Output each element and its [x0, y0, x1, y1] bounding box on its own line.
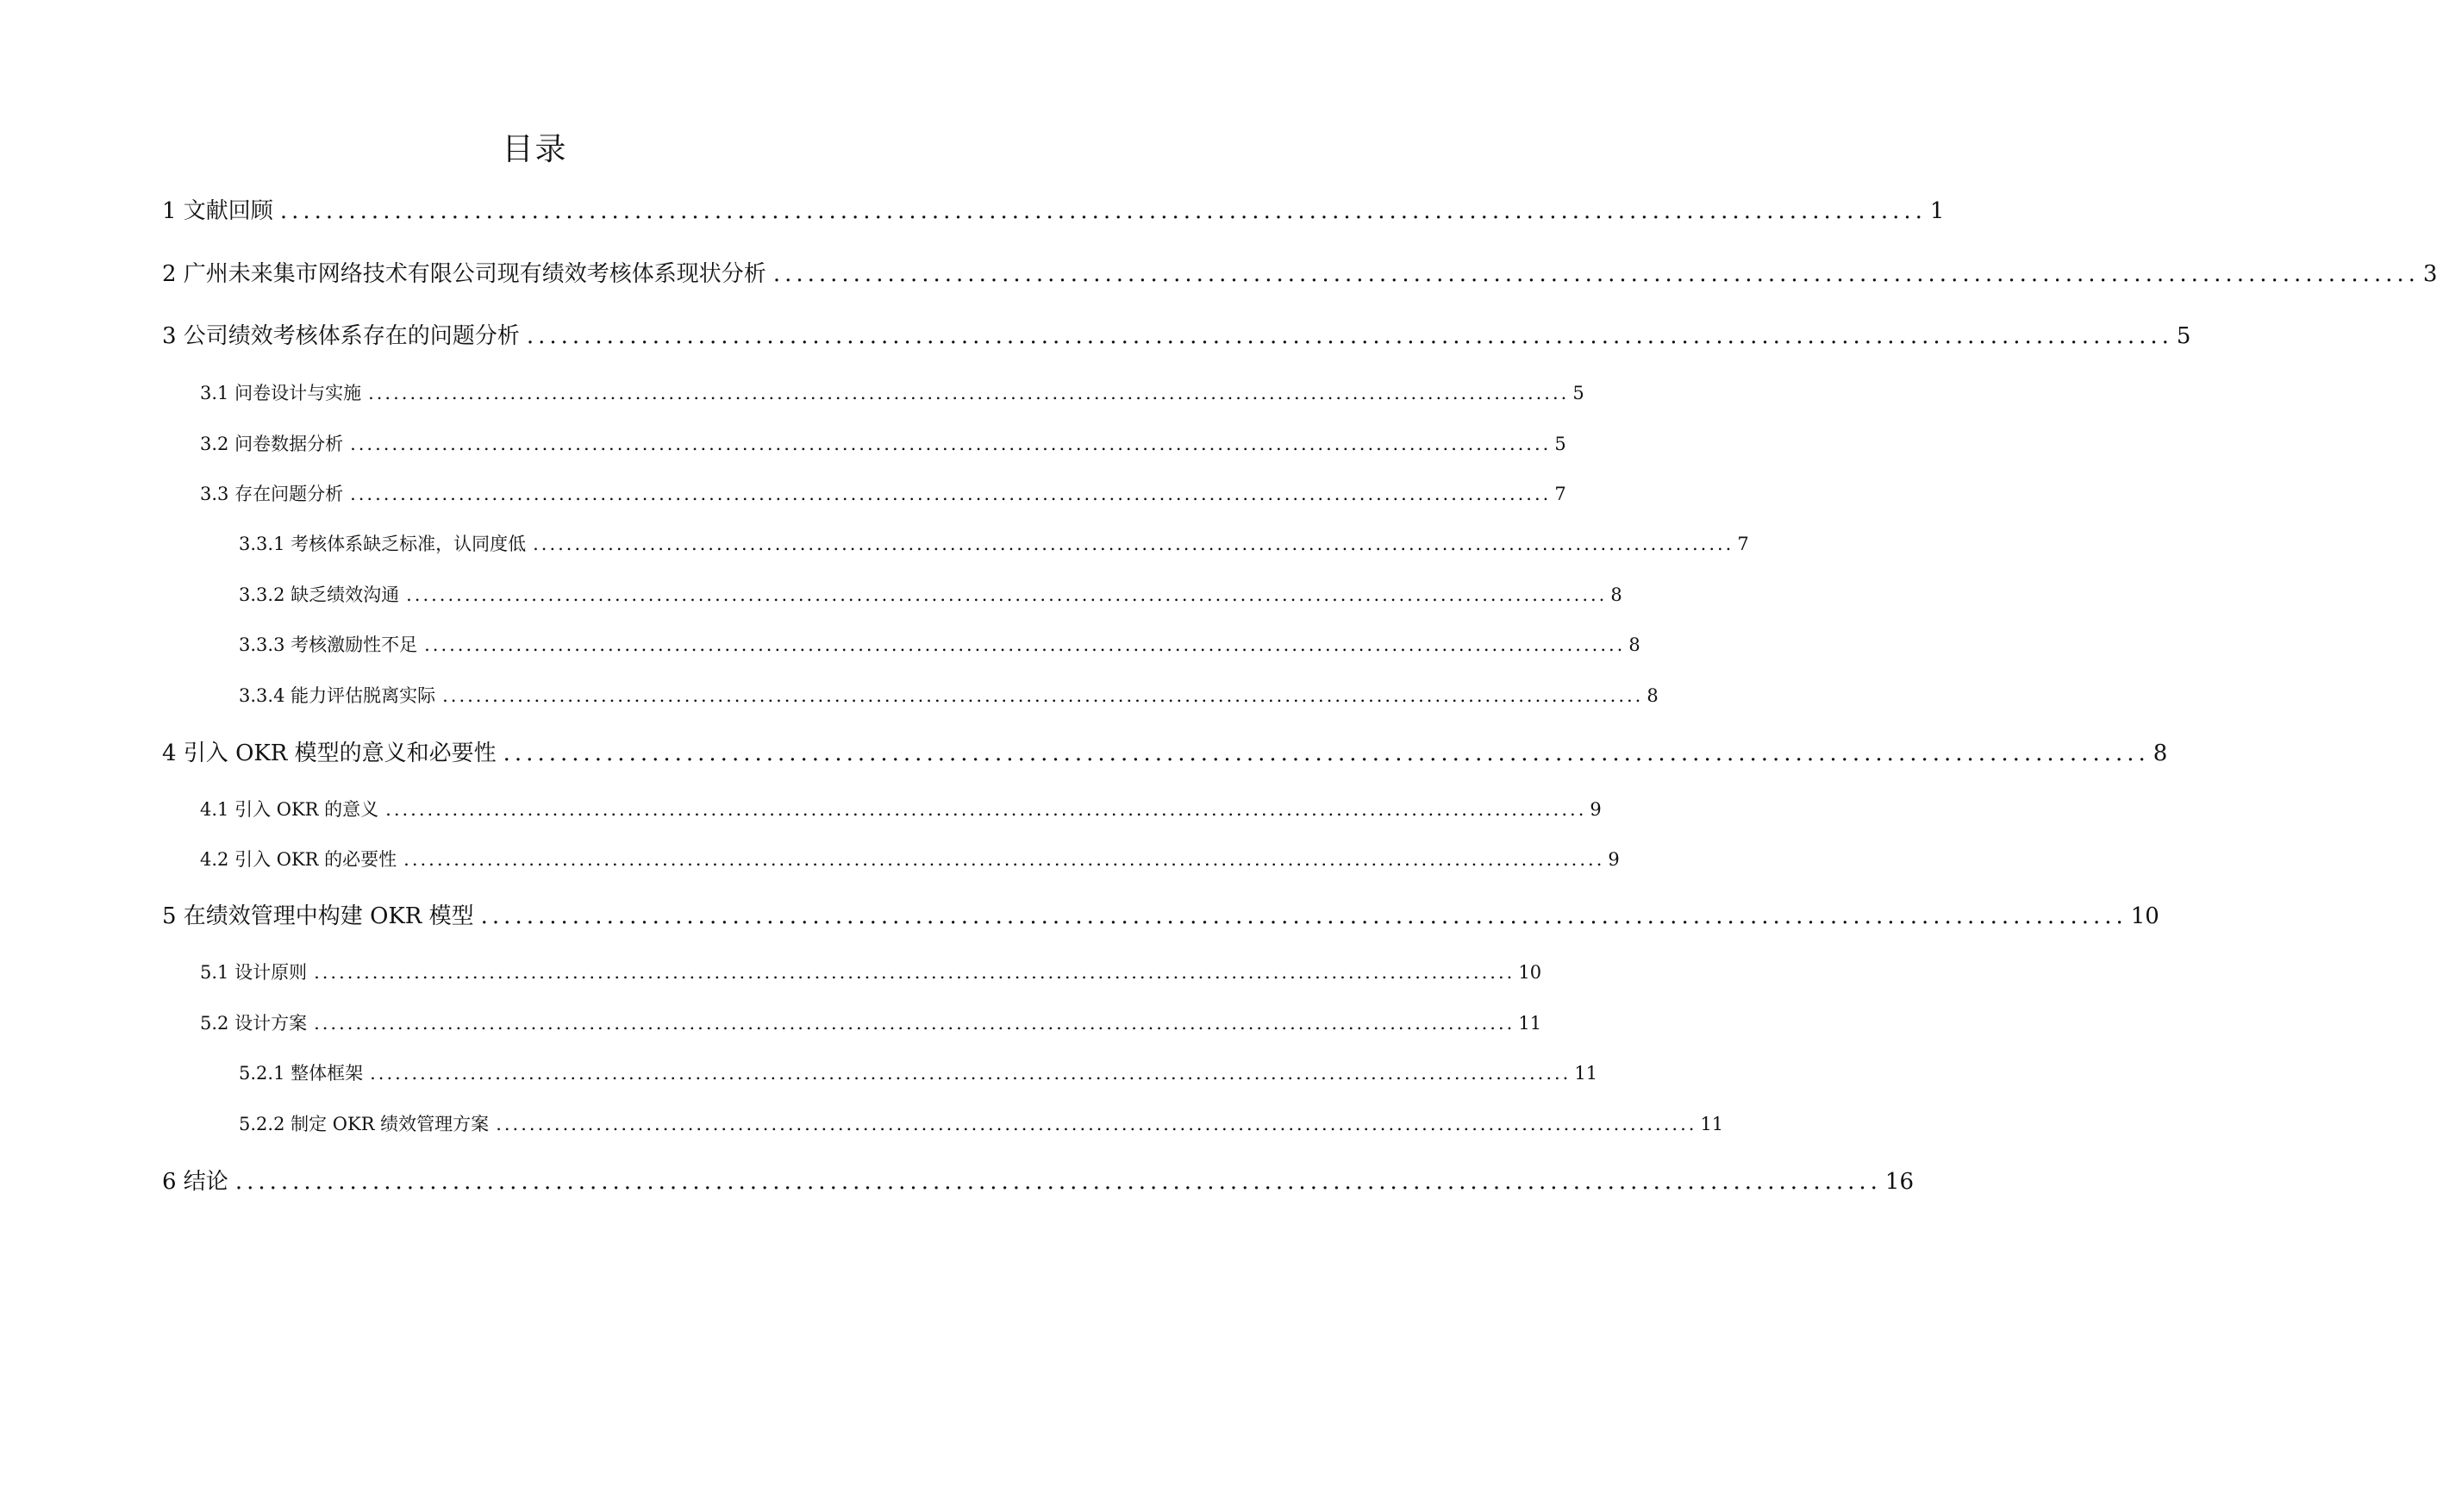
toc-leader-dots: ................................................................................................................................................ — [503, 740, 2150, 766]
toc-page-number: 10 — [1518, 962, 1542, 983]
toc-leader-dots: ................................................................................................................................................ — [533, 534, 1734, 554]
toc-leader-dots: ................................................................................................................................................ — [403, 849, 1605, 870]
toc-page-number: 9 — [1608, 849, 1620, 870]
toc-entry-4-1[interactable] — [200, 797, 1602, 822]
toc-leader-dots: ................................................................................................................................................ — [279, 198, 1927, 224]
toc-entry-1[interactable] — [162, 197, 1945, 226]
toc-entry-4[interactable] — [162, 739, 2168, 768]
toc-entry-text: 5.1 设计原则 — [200, 962, 308, 983]
toc-entry-5-2-2[interactable] — [239, 1112, 1724, 1136]
toc-leader-dots: ................................................................................................................................................ — [314, 1013, 1515, 1034]
toc-entry-4-2[interactable] — [200, 847, 1620, 872]
toc-leader-dots: ................................................................................................................................................ — [234, 1169, 1882, 1195]
toc-page-number: 10 — [2130, 903, 2159, 929]
toc-page-number: 8 — [1628, 634, 1640, 655]
toc-entry-text: 5.2.2 制定 OKR 绩效管理方案 — [239, 1114, 490, 1134]
toc-leader-dots: ................................................................................................................................................ — [368, 383, 1570, 403]
toc-entry-text: 4.1 引入 OKR 的意义 — [200, 799, 379, 820]
toc-page-number: 7 — [1554, 484, 1566, 504]
toc-page-number: 8 — [1647, 685, 1659, 706]
toc-entry-text: 3.3.2 缺乏绩效沟通 — [239, 584, 400, 605]
toc-entry-text: 4.2 引入 OKR 的必要性 — [200, 849, 397, 870]
toc-entry-text: 3.3.4 能力评估脱离实际 — [239, 685, 436, 706]
toc-entry-3-3-1[interactable] — [239, 532, 1749, 556]
toc-entry-3-3-2[interactable] — [239, 583, 1622, 607]
toc-page-number: 16 — [1884, 1169, 1915, 1195]
toc-entry-5-1[interactable] — [200, 960, 1542, 984]
toc-entry-text: 5 在绩效管理中构建 OKR 模型 — [162, 903, 474, 929]
toc-entry-text: 3.3.3 考核激励性不足 — [239, 634, 418, 655]
toc-leader-dots: ................................................................................................................................................ — [526, 323, 2173, 349]
toc-leader-dots: ................................................................................................................................................ — [480, 903, 2128, 929]
toc-entry-text: 4 引入 OKR 模型的意义和必要性 — [162, 740, 497, 766]
toc-entry-3-3-4[interactable] — [239, 684, 1659, 708]
toc-entry-text: 5.2.1 整体框架 — [239, 1063, 364, 1084]
toc-leader-dots: ................................................................................................................................................ — [406, 584, 1608, 605]
toc-leader-dots: ................................................................................................................................................ — [314, 962, 1515, 983]
toc-leader-dots: ................................................................................................................................................ — [424, 634, 1626, 655]
toc-leader-dots: ................................................................................................................................................ — [442, 685, 1644, 706]
toc-leader-dots: ................................................................................................................................................ — [350, 434, 1552, 454]
toc-page-number: 11 — [1700, 1114, 1724, 1134]
toc-page-number: 8 — [1610, 584, 1622, 605]
toc-entry-text: 2 广州未来集市网络技术有限公司现有绩效考核体系现状分析 — [162, 261, 766, 287]
toc-leader-dots: ................................................................................................................................................ — [385, 799, 1587, 820]
toc-leader-dots: ................................................................................................................................................ — [772, 261, 2420, 287]
toc-entry-text: 3.3.1 考核体系缺乏标准，认同度低 — [239, 534, 527, 554]
toc-page-number: 5 — [1554, 434, 1566, 454]
toc-page-number: 11 — [1574, 1063, 1598, 1084]
toc-entry-3-3[interactable] — [200, 482, 1566, 506]
toc-entry-text: 3.3 存在问题分析 — [200, 484, 344, 504]
toc-leader-dots: ................................................................................................................................................ — [350, 484, 1552, 504]
toc-page-number: 3 — [2422, 261, 2437, 287]
toc-entry-5-2[interactable] — [200, 1011, 1542, 1035]
toc-entry-3-3-3[interactable] — [239, 633, 1640, 657]
toc-leader-dots: ................................................................................................................................................ — [496, 1114, 1697, 1134]
toc-page-number: 1 — [1929, 198, 1945, 224]
toc-entry-3-2[interactable] — [200, 432, 1566, 456]
toc-page-number: 5 — [1572, 383, 1584, 403]
toc-entry-3[interactable] — [162, 322, 2191, 351]
toc-leader-dots: ................................................................................................................................................ — [370, 1063, 1572, 1084]
toc-entry-text: 3.1 问卷设计与实施 — [200, 383, 362, 403]
toc-entry-3-1[interactable] — [200, 381, 1584, 405]
toc-entry-2[interactable] — [162, 259, 2437, 289]
toc-entry-5-2-1[interactable] — [239, 1061, 1598, 1085]
page-title: 目录 — [502, 132, 568, 167]
toc-entry-text: 5.2 设计方案 — [200, 1013, 308, 1034]
toc-entry-text: 3 公司绩效考核体系存在的问题分析 — [162, 323, 520, 349]
toc-page-number: 7 — [1737, 534, 1749, 554]
toc-entry-6[interactable] — [162, 1167, 1915, 1196]
toc-entry-text: 6 结论 — [162, 1169, 228, 1195]
toc-page-number: 11 — [1518, 1013, 1542, 1034]
toc-page-number: 8 — [2153, 740, 2168, 766]
toc-entry-text: 1 文献回顾 — [162, 198, 273, 224]
toc-page-number: 5 — [2176, 323, 2191, 349]
toc-entry-text: 3.2 问卷数据分析 — [200, 434, 344, 454]
toc-page-number: 9 — [1590, 799, 1602, 820]
toc-entry-5[interactable] — [162, 902, 2159, 931]
